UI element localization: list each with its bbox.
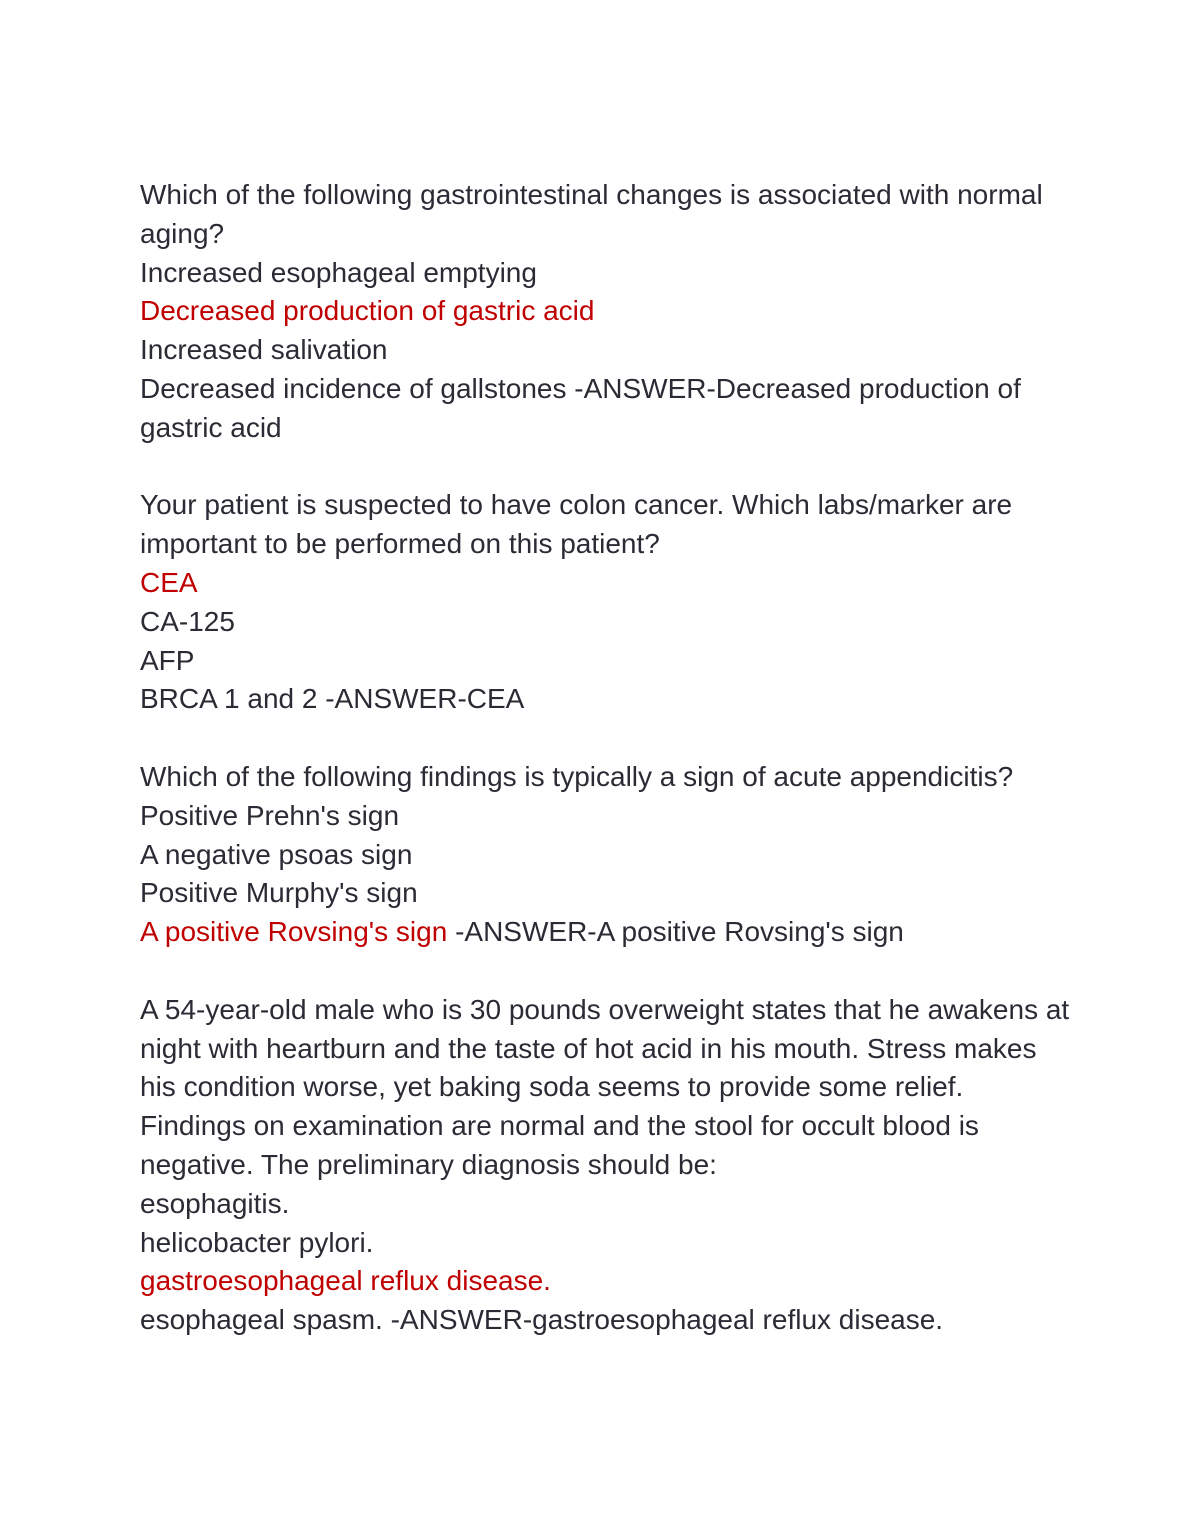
option-d: esophageal spasm. <box>140 1304 383 1336</box>
option-d-with-answer <box>140 680 1070 719</box>
question-text: Which of the following findings is typically a sign of acute appendicitis? <box>140 760 1014 792</box>
option-c: Increased salivation <box>140 334 388 366</box>
option-b: CA-125 <box>140 605 235 637</box>
option-d: BRCA 1 and 2 <box>140 683 318 715</box>
question-list <box>140 176 1070 1379</box>
option-c-correct: gastroesophageal reflux disease. <box>140 1265 551 1297</box>
question-text: Your patient is suspected to have colon cancer. Which labs/marker are important to be performed on this patient? <box>140 489 1013 560</box>
option-d-with-answer <box>140 370 1070 448</box>
question-block-1 <box>140 176 1070 448</box>
option-a-correct: CEA <box>140 566 198 598</box>
option-b: helicobacter pylori. <box>140 1226 374 1258</box>
option-a: Increased esophageal emptying <box>140 256 537 288</box>
option-d-with-answer <box>140 913 1070 952</box>
option-c: AFP <box>140 644 195 676</box>
question-text: Which of the following gastrointestinal changes is associated with normal aging? <box>140 179 1043 249</box>
option-b: A negative psoas sign <box>140 838 413 870</box>
option-d: Decreased incidence of gallstones <box>140 372 567 404</box>
answer-text: -ANSWER-Decreased production of gastric acid <box>140 372 1021 443</box>
option-a: esophagitis. <box>140 1187 290 1219</box>
question-block-3 <box>140 758 1070 952</box>
answer-text: -ANSWER-CEA <box>325 683 525 715</box>
question-block-2 <box>140 486 1070 719</box>
answer-text: -ANSWER-gastroesophageal reflux disease. <box>390 1304 944 1336</box>
option-c: Positive Murphy's sign <box>140 877 418 909</box>
option-d-with-answer <box>140 1301 1070 1340</box>
question-block-4 <box>140 991 1070 1340</box>
option-a: Positive Prehn's sign <box>140 799 400 831</box>
question-text: A 54-year-old male who is 30 pounds overweight states that he awakens at night with heartburn and the taste of hot acid in his mouth. Stress makes his condition worse, yet baking soda seems to provide some relief. Findings on examination are normal and the stool for occult blood is negative. The preliminary diagnosis should be: <box>140 993 1070 1180</box>
option-d-correct: A positive Rovsing's sign <box>140 916 448 948</box>
answer-text: -ANSWER-A positive Rovsing's sign <box>455 916 904 948</box>
option-b-correct: Decreased production of gastric acid <box>140 295 595 327</box>
